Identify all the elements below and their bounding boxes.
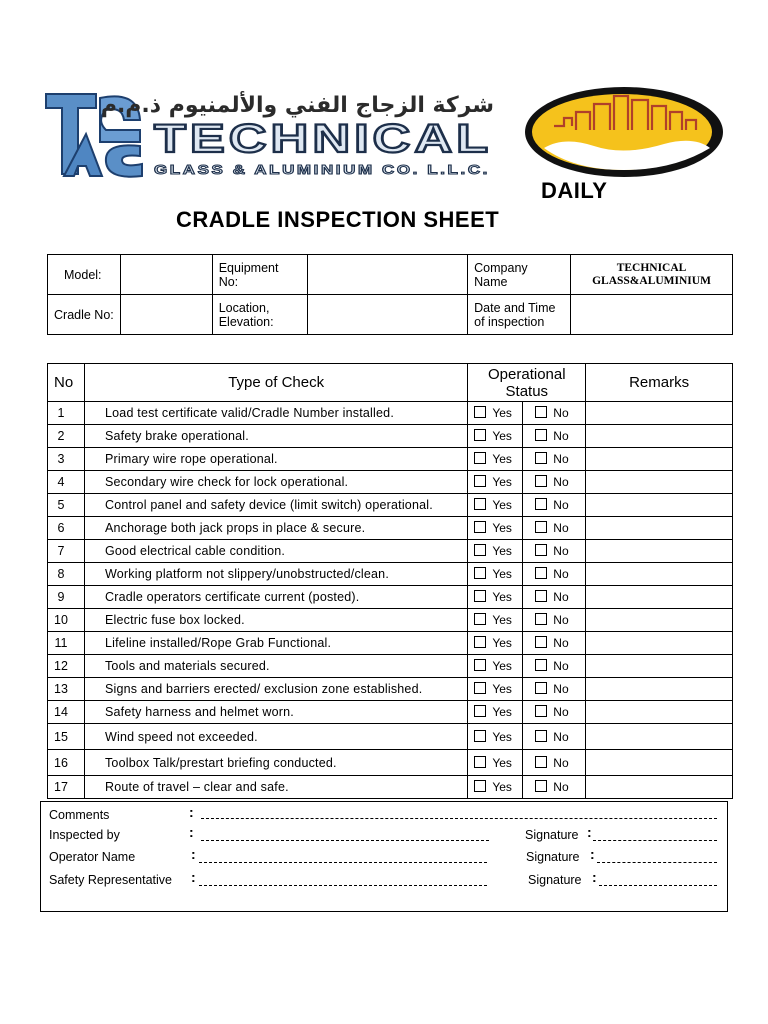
col-type-header: Type of Check: [84, 364, 467, 402]
table-row: [48, 586, 733, 609]
check-number: 1: [48, 402, 85, 425]
no-label: No: [553, 544, 569, 558]
table-row: [48, 750, 733, 776]
remarks-cell[interactable]: [586, 632, 733, 655]
table-row: [48, 632, 733, 655]
no-option[interactable]: [523, 701, 586, 724]
logo-main-text: TECHNICAL: [154, 117, 492, 161]
table-row: [48, 563, 733, 586]
yes-option[interactable]: [468, 494, 523, 517]
yes-checkbox[interactable]: [474, 682, 486, 694]
yes-checkbox[interactable]: [474, 590, 486, 602]
yes-label: Yes: [492, 636, 512, 650]
yes-checkbox[interactable]: [474, 521, 486, 533]
remarks-cell[interactable]: [586, 776, 733, 799]
remarks-cell[interactable]: [586, 402, 733, 425]
inspected-signature-label: Signature: [525, 828, 579, 842]
no-label: No: [553, 590, 569, 604]
check-description: Secondary wire check for lock operational.: [84, 471, 467, 494]
no-option[interactable]: [523, 750, 586, 776]
signature-section: Comments : Inspected by : Signature : Operator Name : Signature : Safety Representative : Signature :: [40, 801, 728, 912]
yes-label: Yes: [492, 755, 512, 770]
inspected-signature-line[interactable]: [593, 840, 717, 841]
remarks-cell[interactable]: [586, 563, 733, 586]
safety-signature-label: Signature: [528, 873, 582, 887]
table-row: [48, 494, 733, 517]
header-info-table: [47, 254, 733, 335]
yes-checkbox[interactable]: [474, 498, 486, 510]
no-option[interactable]: [523, 471, 586, 494]
check-description: Toolbox Talk/prestart briefing conducted.: [84, 750, 467, 776]
yes-option[interactable]: [468, 540, 523, 563]
check-number: 2: [48, 425, 85, 448]
model-field[interactable]: [120, 255, 212, 295]
table-row: [48, 540, 733, 563]
yes-label: Yes: [492, 567, 512, 581]
table-row: [48, 402, 733, 425]
title-daily: DAILY: [541, 178, 608, 203]
check-number: 8: [48, 563, 85, 586]
yes-option[interactable]: [468, 750, 523, 776]
datetime-label: Date and Time of inspection: [468, 295, 571, 335]
no-checkbox[interactable]: [535, 521, 547, 533]
no-label: No: [553, 613, 569, 627]
check-number: 5: [48, 494, 85, 517]
no-checkbox[interactable]: [535, 544, 547, 556]
operator-name-line[interactable]: [199, 862, 487, 863]
table-row: [48, 701, 733, 724]
check-description: Cradle operators certificate current (posted).: [84, 586, 467, 609]
yes-label: Yes: [492, 705, 512, 719]
datetime-field[interactable]: [571, 295, 733, 335]
yes-label: Yes: [492, 452, 512, 466]
table-row: [48, 471, 733, 494]
yes-label: Yes: [492, 729, 512, 744]
logo-arabic: شركة الزجاج الفني والألمنيوم ذ.م.م: [100, 93, 494, 118]
check-number: 11: [48, 632, 85, 655]
inspected-by-line[interactable]: [201, 840, 489, 841]
no-checkbox[interactable]: [535, 429, 547, 441]
yes-option[interactable]: [468, 563, 523, 586]
table-row: [48, 609, 733, 632]
no-option[interactable]: [523, 563, 586, 586]
yes-checkbox[interactable]: [474, 705, 486, 717]
yes-checkbox[interactable]: [474, 406, 486, 418]
no-checkbox[interactable]: [535, 613, 547, 625]
checklist-table: [47, 363, 733, 799]
no-checkbox[interactable]: [535, 406, 547, 418]
remarks-cell[interactable]: [586, 609, 733, 632]
yes-label: Yes: [492, 498, 512, 512]
no-label: No: [553, 636, 569, 650]
no-option[interactable]: [523, 448, 586, 471]
check-description: Safety brake operational.: [84, 425, 467, 448]
yes-option[interactable]: [468, 609, 523, 632]
no-option[interactable]: [523, 776, 586, 799]
check-description: Load test certificate valid/Cradle Number installed.: [84, 402, 467, 425]
safety-signature-line[interactable]: [599, 885, 717, 886]
no-label: No: [553, 498, 569, 512]
check-description: Lifeline installed/Rope Grab Functional.: [84, 632, 467, 655]
check-description: Primary wire rope operational.: [84, 448, 467, 471]
cradle-label: Cradle No:: [48, 295, 121, 335]
operator-signature-label: Signature: [526, 850, 580, 864]
no-label: No: [553, 429, 569, 443]
no-option[interactable]: [523, 609, 586, 632]
inspected-by-label: Inspected by: [49, 828, 120, 842]
check-description: Tools and materials secured.: [84, 655, 467, 678]
no-label: No: [553, 475, 569, 489]
check-description: Good electrical cable condition.: [84, 540, 467, 563]
yes-label: Yes: [492, 475, 512, 489]
yes-checkbox[interactable]: [474, 756, 486, 768]
remarks-cell[interactable]: [586, 448, 733, 471]
logo-sub-text: GLASS & ALUMINIUM CO. L.L.C.: [154, 162, 490, 177]
yes-option[interactable]: [468, 517, 523, 540]
no-checkbox[interactable]: [535, 498, 547, 510]
safety-rep-line[interactable]: [199, 885, 487, 886]
no-option[interactable]: [523, 425, 586, 448]
remarks-cell[interactable]: [586, 678, 733, 701]
check-description: Working platform not slippery/unobstructed/clean.: [84, 563, 467, 586]
equipment-label: Equipment No:: [212, 255, 307, 295]
check-number: 17: [48, 776, 85, 799]
table-row: [48, 678, 733, 701]
check-description: Signs and barriers erected/ exclusion zone established.: [84, 678, 467, 701]
yes-checkbox[interactable]: [474, 452, 486, 464]
yes-option[interactable]: [468, 776, 523, 799]
no-label: No: [553, 705, 569, 719]
no-label: No: [553, 406, 569, 420]
no-option[interactable]: [523, 632, 586, 655]
yes-option[interactable]: [468, 655, 523, 678]
remarks-cell[interactable]: [586, 517, 733, 540]
no-label: No: [553, 452, 569, 466]
yes-checkbox[interactable]: [474, 475, 486, 487]
comments-line[interactable]: [201, 818, 717, 819]
cradle-field[interactable]: [120, 295, 212, 335]
no-checkbox[interactable]: [535, 636, 547, 648]
table-row: [48, 655, 733, 678]
yes-checkbox[interactable]: [474, 659, 486, 671]
no-checkbox[interactable]: [535, 756, 547, 768]
no-option[interactable]: [523, 402, 586, 425]
table-row: [48, 724, 733, 750]
table-row: [48, 425, 733, 448]
yes-label: Yes: [492, 659, 512, 673]
no-label: No: [553, 521, 569, 535]
yes-option[interactable]: [468, 402, 523, 425]
yes-option[interactable]: [468, 586, 523, 609]
no-label: No: [553, 682, 569, 696]
remarks-cell[interactable]: [586, 701, 733, 724]
table-row: [48, 448, 733, 471]
check-number: 15: [48, 724, 85, 750]
check-number: 6: [48, 517, 85, 540]
check-description: Control panel and safety device (limit switch) operational.: [84, 494, 467, 517]
safety-rep-label: Safety Representative: [49, 873, 172, 887]
no-option[interactable]: [523, 517, 586, 540]
no-checkbox[interactable]: [535, 452, 547, 464]
check-number: 4: [48, 471, 85, 494]
yes-option[interactable]: [468, 632, 523, 655]
check-number: 14: [48, 701, 85, 724]
no-label: No: [553, 755, 569, 770]
company-value: TECHNICAL GLASS&ALUMINIUM: [571, 255, 733, 295]
yes-checkbox[interactable]: [474, 429, 486, 441]
no-checkbox[interactable]: [535, 705, 547, 717]
remarks-cell[interactable]: [586, 471, 733, 494]
no-label: No: [553, 567, 569, 581]
yes-label: Yes: [492, 521, 512, 535]
yes-option[interactable]: [468, 701, 523, 724]
checklist-body: [48, 402, 733, 799]
check-number: 9: [48, 586, 85, 609]
yes-option[interactable]: [468, 425, 523, 448]
col-status-header: Operational Status: [468, 364, 586, 402]
operator-name-label: Operator Name: [49, 850, 136, 864]
table-row: [48, 776, 733, 799]
yes-label: Yes: [492, 682, 512, 696]
yes-option[interactable]: [468, 678, 523, 701]
no-checkbox[interactable]: [535, 475, 547, 487]
no-checkbox[interactable]: [535, 780, 547, 792]
no-checkbox[interactable]: [535, 590, 547, 602]
yes-label: Yes: [492, 613, 512, 627]
remarks-cell[interactable]: [586, 425, 733, 448]
no-option[interactable]: [523, 540, 586, 563]
yes-checkbox[interactable]: [474, 544, 486, 556]
yes-checkbox[interactable]: [474, 636, 486, 648]
location-label: Location, Elevation:: [212, 295, 307, 335]
no-checkbox[interactable]: [535, 659, 547, 671]
check-description: Wind speed not exceeded.: [84, 724, 467, 750]
check-description: Route of travel – clear and safe.: [84, 776, 467, 799]
no-checkbox[interactable]: [535, 567, 547, 579]
yes-option[interactable]: [468, 448, 523, 471]
check-number: 16: [48, 750, 85, 776]
yes-checkbox[interactable]: [474, 730, 486, 742]
remarks-cell[interactable]: [586, 655, 733, 678]
check-description: Safety harness and helmet worn.: [84, 701, 467, 724]
no-checkbox[interactable]: [535, 730, 547, 742]
yes-label: Yes: [492, 544, 512, 558]
yes-label: Yes: [492, 590, 512, 604]
yes-checkbox[interactable]: [474, 780, 486, 792]
col-remarks-header: Remarks: [586, 364, 733, 402]
location-field[interactable]: [307, 295, 468, 335]
no-option[interactable]: [523, 655, 586, 678]
yes-option[interactable]: [468, 724, 523, 750]
check-number: 3: [48, 448, 85, 471]
remarks-cell[interactable]: [586, 724, 733, 750]
no-label: No: [553, 729, 569, 744]
comments-label: Comments: [49, 808, 110, 822]
yes-label: Yes: [492, 780, 512, 794]
yes-option[interactable]: [468, 471, 523, 494]
yes-label: Yes: [492, 429, 512, 443]
check-number: 13: [48, 678, 85, 701]
check-number: 12: [48, 655, 85, 678]
check-number: 10: [48, 609, 85, 632]
check-description: Electric fuse box locked.: [84, 609, 467, 632]
operator-signature-line[interactable]: [597, 862, 717, 863]
check-description: Anchorage both jack props in place & secure.: [84, 517, 467, 540]
yes-label: Yes: [492, 406, 512, 420]
yes-checkbox[interactable]: [474, 613, 486, 625]
yes-checkbox[interactable]: [474, 567, 486, 579]
col-no-header: No: [48, 364, 85, 402]
remarks-cell[interactable]: [586, 540, 733, 563]
company-logo: [44, 90, 496, 180]
check-number: 7: [48, 540, 85, 563]
remarks-cell[interactable]: [586, 750, 733, 776]
remarks-cell[interactable]: [586, 586, 733, 609]
no-option[interactable]: [523, 586, 586, 609]
no-label: No: [553, 659, 569, 673]
remarks-cell[interactable]: [586, 494, 733, 517]
page-title: CRADLE INSPECTION SHEET: [176, 207, 500, 232]
no-option[interactable]: [523, 724, 586, 750]
no-checkbox[interactable]: [535, 682, 547, 694]
no-option[interactable]: [523, 494, 586, 517]
no-option[interactable]: [523, 678, 586, 701]
emblem-logo: [524, 86, 724, 178]
equipment-field[interactable]: [307, 255, 468, 295]
no-label: No: [553, 780, 569, 794]
model-label: Model:: [48, 255, 121, 295]
company-label: Company Name: [468, 255, 571, 295]
table-row: [48, 517, 733, 540]
